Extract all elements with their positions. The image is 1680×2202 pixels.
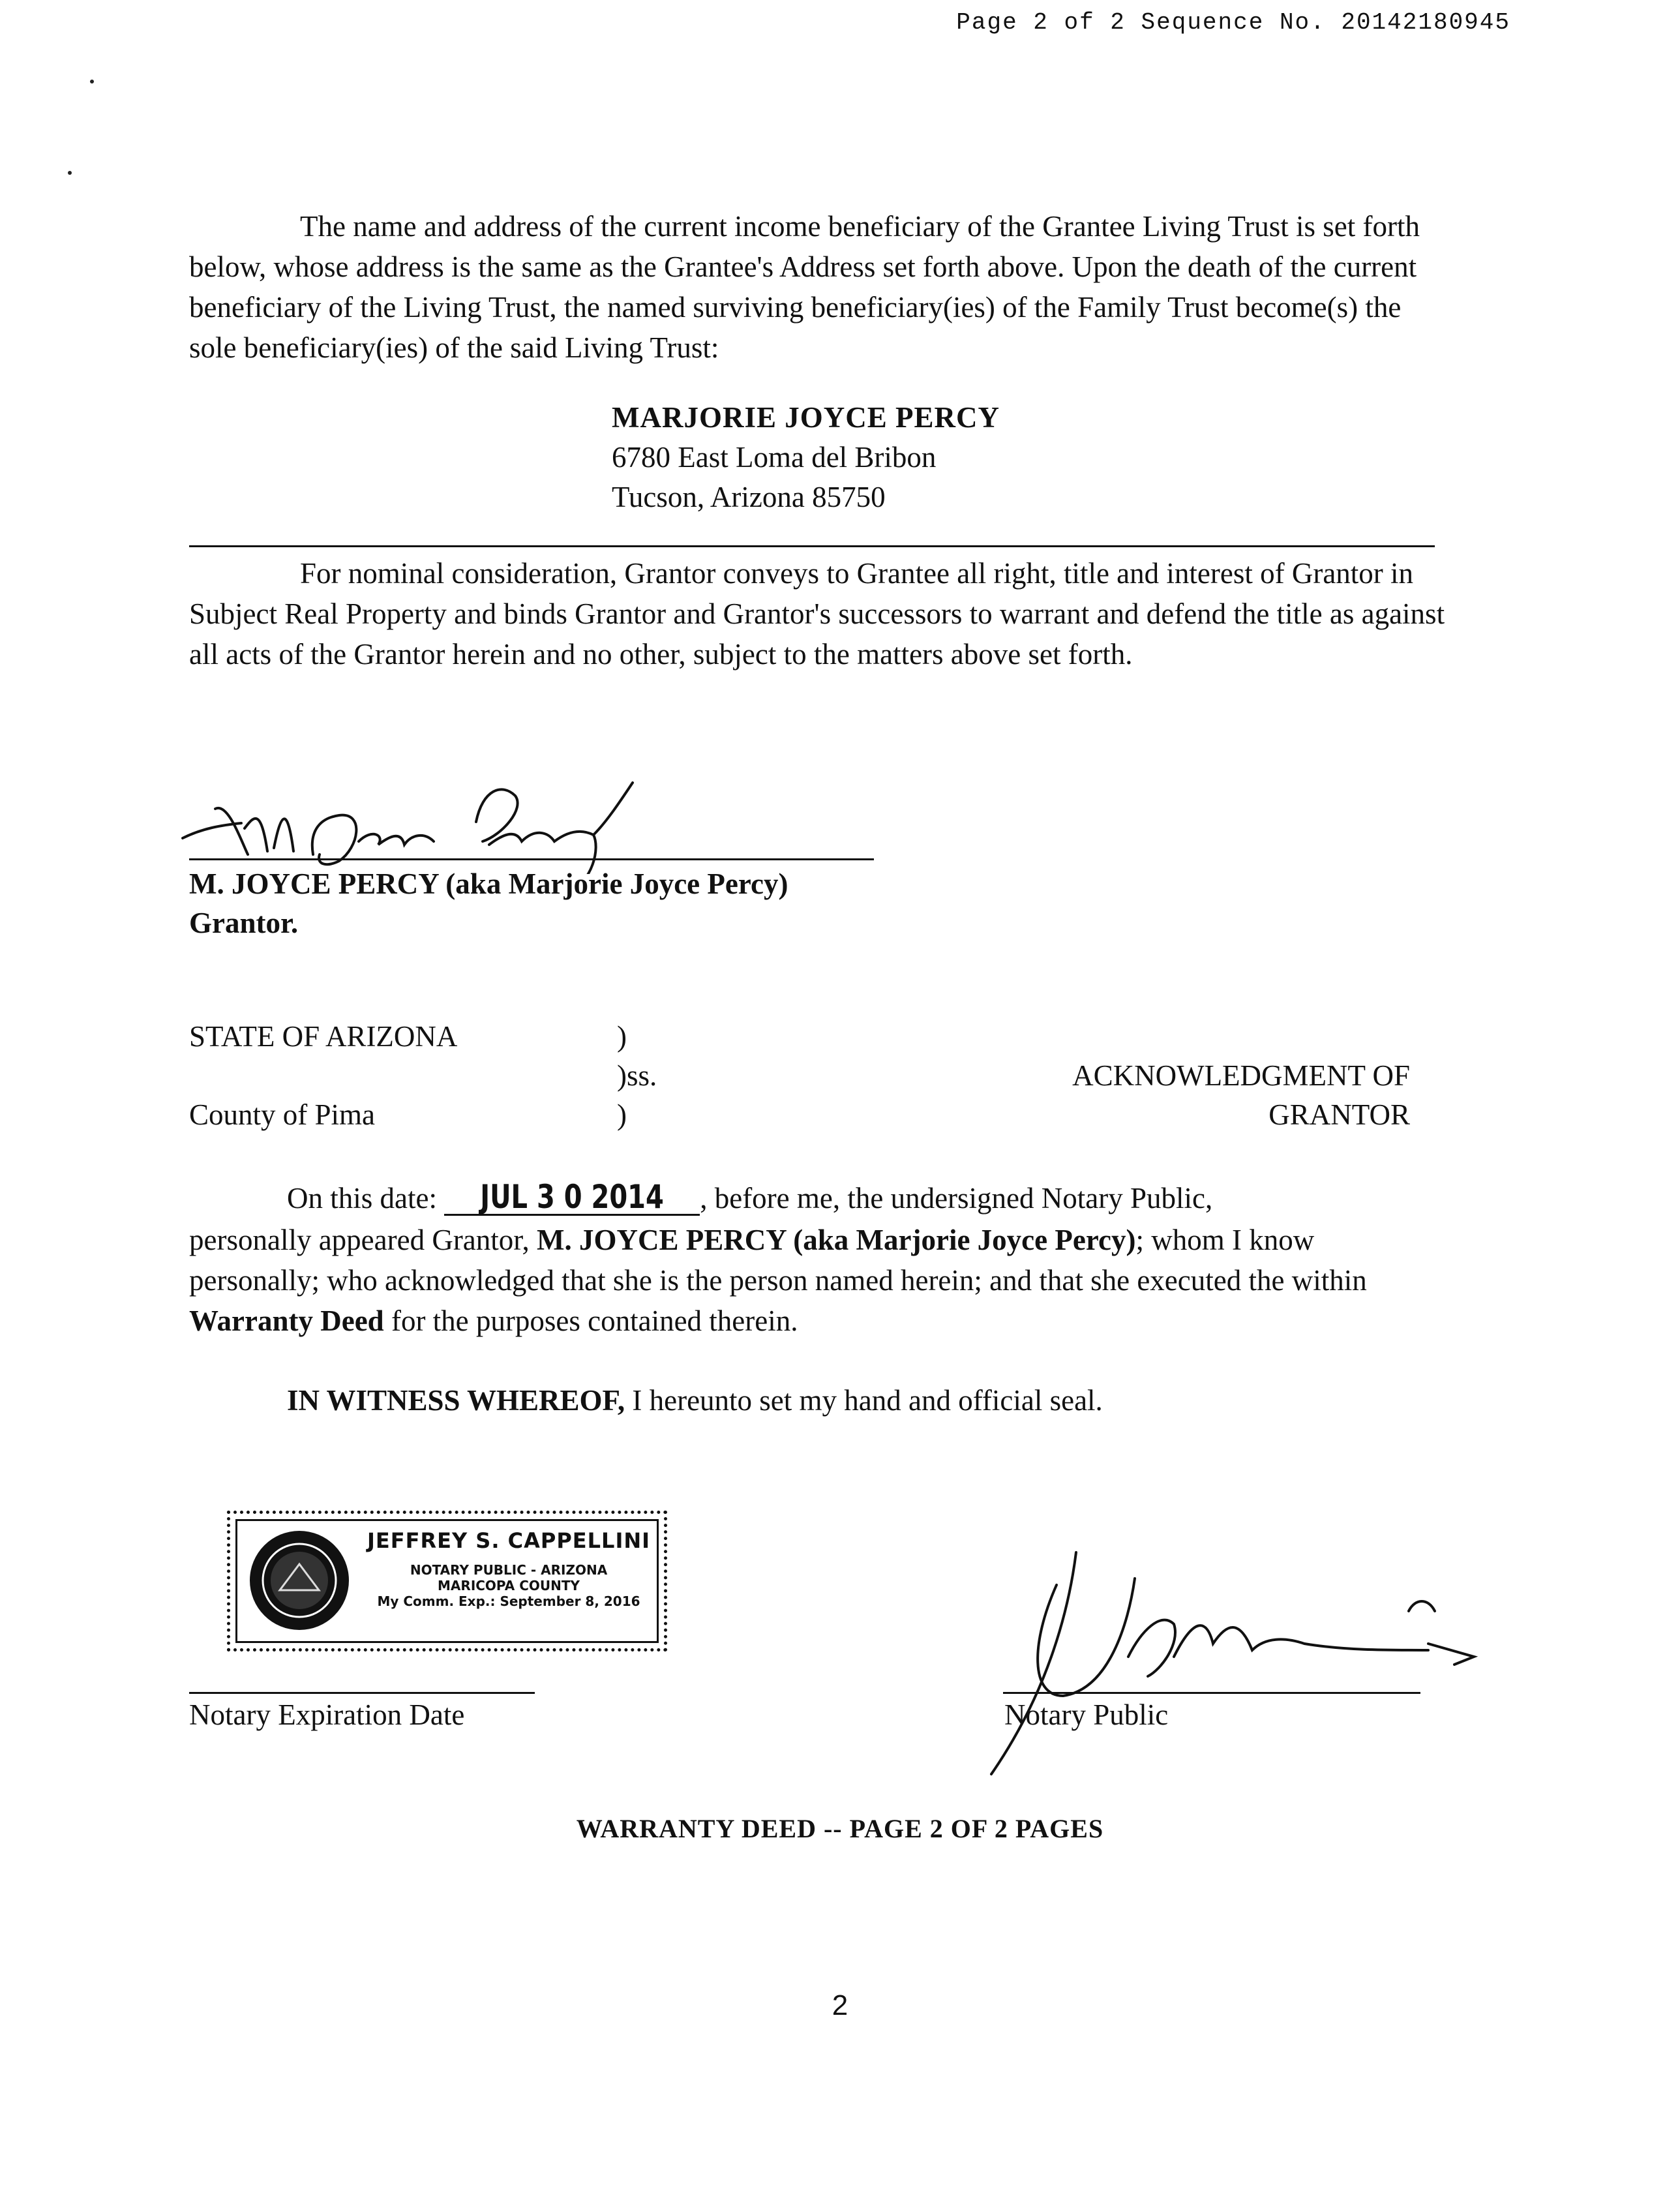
witness-text: I hereunto set my hand and official seal. <box>632 1384 1103 1417</box>
beneficiary-paragraph: The name and address of the current income beneficiary of the Grantee Living Trust is set forth below, whose address is the same as the Grantee's Address set forth above. Upon the death of the current beneficiary of the Living Trust, the named surviving beneficiary(ies) of the Family Trust become(s) the sole beneficiary(ies) of the said Living Trust: <box>189 210 1420 364</box>
grantor-name: M. JOYCE PERCY (aka Marjorie Joyce Percy) <box>189 867 788 900</box>
beneficiary-city: Tucson, Arizona 85750 <box>612 481 886 513</box>
notary-expiration-label: Notary Expiration Date <box>189 1698 465 1731</box>
ack-purpose: for the purposes contained therein. <box>391 1305 798 1337</box>
venue-state: STATE OF ARIZONA <box>189 1020 458 1053</box>
notary-seal-line2: MARICOPA COUNTY <box>438 1578 580 1593</box>
conveyance-paragraph: For nominal consideration, Grantor conveys to Grantee all right, title and interest of Grantor in Subject Real Property and binds Grantor and Grantor's successors to warrant and defend the title as against all acts of the Grantor herein and no other, subject to the matters above set forth. <box>189 557 1445 671</box>
witness-bold: IN WITNESS WHEREOF, <box>287 1384 625 1417</box>
beneficiary-name: MARJORIE JOYCE PERCY <box>612 401 1000 434</box>
ack-line-start: personally appeared Grantor, <box>189 1224 530 1256</box>
page-number: 2 <box>832 1989 848 2021</box>
ack-document-name: Warranty Deed <box>189 1305 384 1337</box>
ack-grantor-name: M. JOYCE PERCY (aka Marjorie Joyce Percy) <box>536 1224 1136 1256</box>
notary-seal-name: JEFFREY S. CAPPELLINI <box>367 1528 651 1553</box>
scan-speck <box>90 80 94 83</box>
notary-seal-text <box>367 1528 650 1609</box>
grantor-signature-line <box>189 858 874 860</box>
venue-ss: )ss. <box>617 1059 657 1092</box>
section-divider <box>189 545 1435 547</box>
notary-seal-line3: My Comm. Exp.: September 8, 2016 <box>377 1593 640 1609</box>
grantor-signature <box>176 763 698 874</box>
acknowledgment-subtitle: GRANTOR <box>1268 1098 1410 1131</box>
acknowledgment-title: ACKNOWLEDGMENT OF <box>1072 1059 1410 1092</box>
grantor-role: Grantor. <box>189 907 299 939</box>
venue-paren-open: ) <box>617 1020 627 1053</box>
notary-signature <box>978 1526 1500 1787</box>
state-seal-icon <box>247 1528 352 1633</box>
notary-seal-line1: NOTARY PUBLIC - ARIZONA <box>410 1562 608 1578</box>
witness-clause <box>287 1381 1103 1419</box>
document-footer: WARRANTY DEED -- PAGE 2 OF 2 PAGES <box>576 1814 1104 1843</box>
ack-date-line <box>287 1179 1212 1217</box>
date-stamp: JUL 3 0 2014 <box>444 1180 700 1216</box>
expiration-date-line <box>189 1692 535 1694</box>
venue-county: County of Pima <box>189 1098 376 1131</box>
page-sequence-header: Page 2 of 2 Sequence No. 20142180945 <box>956 9 1510 36</box>
ack-line-end: ; whom I know personally; who acknowledged that she is the person named herein; and that she executed the within <box>189 1224 1367 1297</box>
ack-after-date: , before me, the undersigned Notary Public, <box>700 1182 1213 1214</box>
notary-signature-line <box>1003 1692 1420 1694</box>
venue-paren-close: ) <box>617 1098 627 1131</box>
beneficiary-street: 6780 East Loma del Bribon <box>612 441 937 474</box>
beneficiary-address <box>612 398 1000 517</box>
ack-body <box>189 1220 1448 1341</box>
notary-public-label: Notary Public <box>1004 1698 1169 1731</box>
ack-date-intro: On this date: <box>287 1182 437 1214</box>
scan-speck <box>68 171 72 175</box>
notary-seal <box>227 1511 667 1652</box>
